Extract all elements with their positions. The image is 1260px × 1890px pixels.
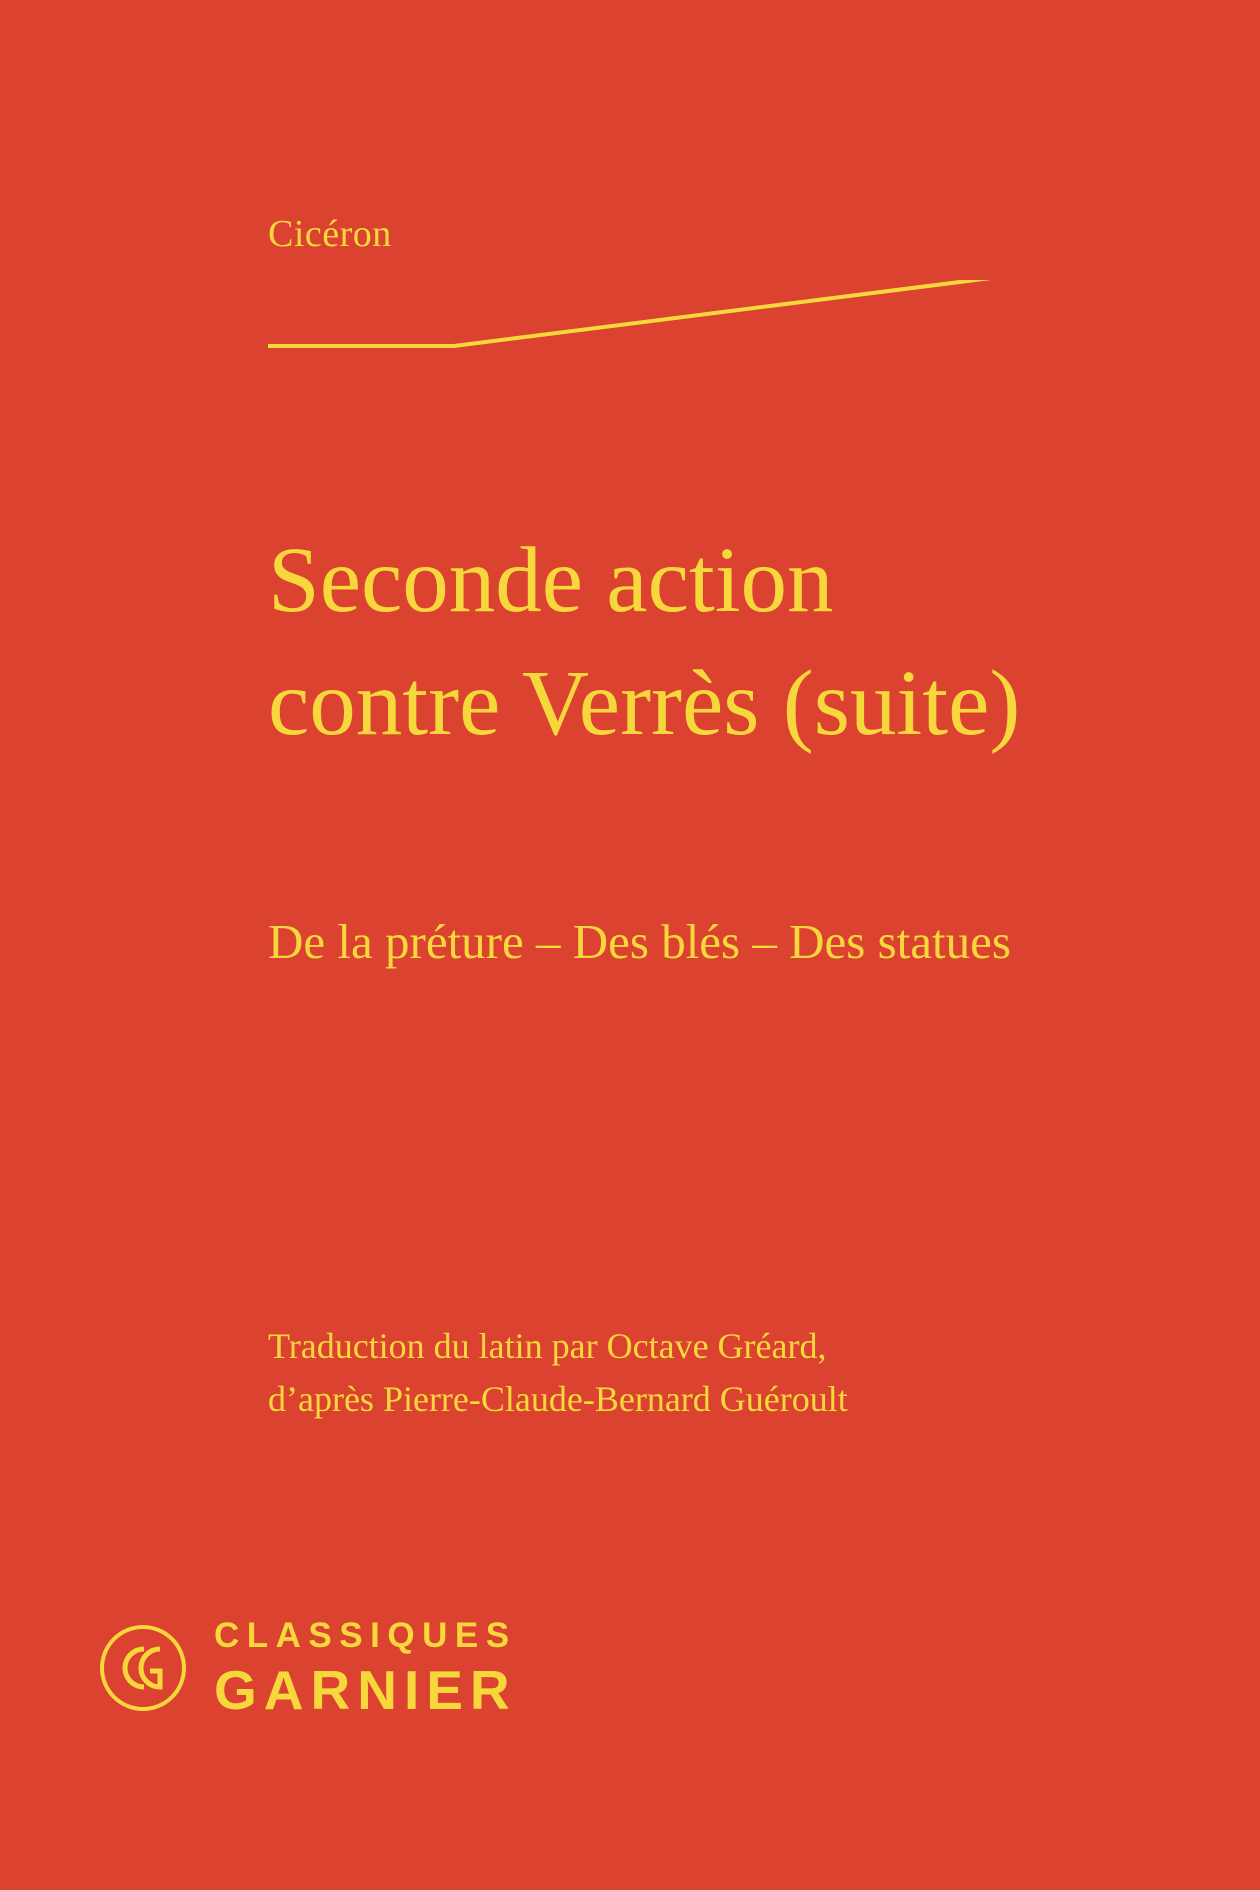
page-title <box>268 520 1168 766</box>
decorative-rule <box>268 280 1260 420</box>
subtitle: De la préture – Des blés – Des statues <box>268 914 1011 969</box>
publisher-name-line-2: GARNIER <box>214 1659 517 1721</box>
title-line-1: Seconde action <box>268 529 834 632</box>
publisher-name-line-1: CLASSIQUES <box>214 1616 517 1655</box>
publisher-wordmark <box>214 1616 517 1721</box>
translation-credit <box>268 1320 1028 1427</box>
credit-line-1: Traduction du latin par Octave Gréard, <box>268 1326 827 1366</box>
credit-line-2: d’après Pierre-Claude-Bernard Guéroult <box>268 1379 848 1420</box>
title-line-2: contre Verrès (suite) <box>268 651 1021 755</box>
publisher-block <box>100 1616 517 1721</box>
classiques-garnier-logo-icon <box>100 1625 186 1711</box>
author-name: Cicéron <box>268 213 392 255</box>
